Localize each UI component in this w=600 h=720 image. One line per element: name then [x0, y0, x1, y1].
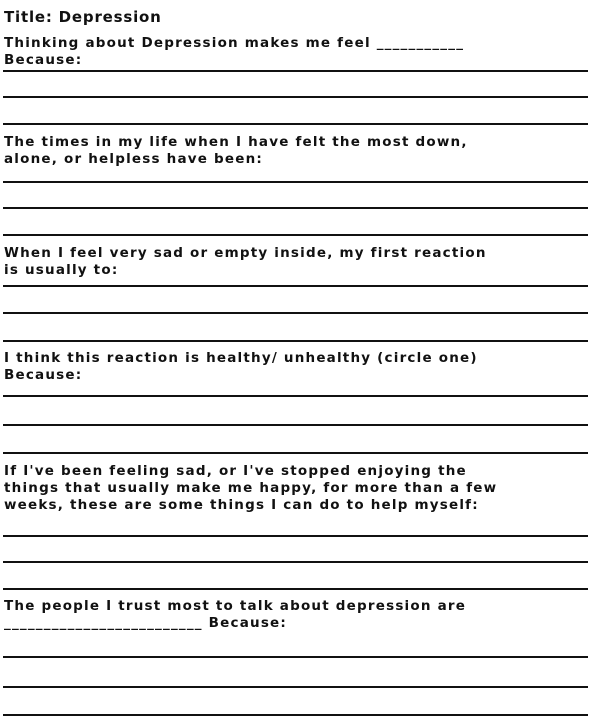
answer-line[interactable]: [3, 285, 588, 287]
prompt-down-times: [4, 134, 596, 168]
prompt-reaction-healthy: [4, 350, 596, 384]
prompt-line: weeks, these are some things I can do to help myself:: [4, 497, 479, 513]
answer-line[interactable]: [3, 234, 588, 236]
prompt-feelings: [4, 35, 596, 69]
prompt-line: If I've been feeling sad, or I've stopped enjoying the: [4, 463, 467, 479]
answer-line[interactable]: [3, 686, 588, 688]
prompt-line: is usually to:: [4, 262, 119, 278]
answer-line[interactable]: [3, 588, 588, 590]
answer-line[interactable]: [3, 714, 588, 716]
prompt-line: Thinking about Depression makes me feel ___________: [4, 35, 465, 51]
prompt-line: When I feel very sad or empty inside, my first reaction: [4, 245, 487, 261]
answer-line[interactable]: [3, 340, 588, 342]
answer-line[interactable]: [3, 123, 588, 125]
prompt-line: I think this reaction is healthy/ unhealthy (circle one): [4, 350, 478, 366]
answer-line[interactable]: [3, 535, 588, 537]
answer-line[interactable]: [3, 70, 588, 72]
answer-line[interactable]: [3, 96, 588, 98]
answer-line[interactable]: [3, 181, 588, 183]
worksheet-title: Title: Depression: [4, 8, 162, 26]
prompt-trusted-people: [4, 598, 596, 632]
prompt-line: _________________________ Because:: [4, 615, 288, 631]
prompt-line: Because:: [4, 52, 83, 68]
prompt-first-reaction: [4, 245, 596, 279]
answer-line[interactable]: [3, 424, 588, 426]
prompt-line: things that usually make me happy, for more than a few: [4, 480, 498, 496]
answer-line[interactable]: [3, 207, 588, 209]
answer-line[interactable]: [3, 312, 588, 314]
answer-line[interactable]: [3, 395, 588, 397]
answer-line[interactable]: [3, 656, 588, 658]
prompt-line: The times in my life when I have felt the most down,: [4, 134, 468, 150]
prompt-line: The people I trust most to talk about depression are: [4, 598, 467, 614]
prompt-line: alone, or helpless have been:: [4, 151, 264, 167]
prompt-self-help: [4, 463, 596, 514]
answer-line[interactable]: [3, 452, 588, 454]
answer-line[interactable]: [3, 561, 588, 563]
prompt-line: Because:: [4, 367, 83, 383]
